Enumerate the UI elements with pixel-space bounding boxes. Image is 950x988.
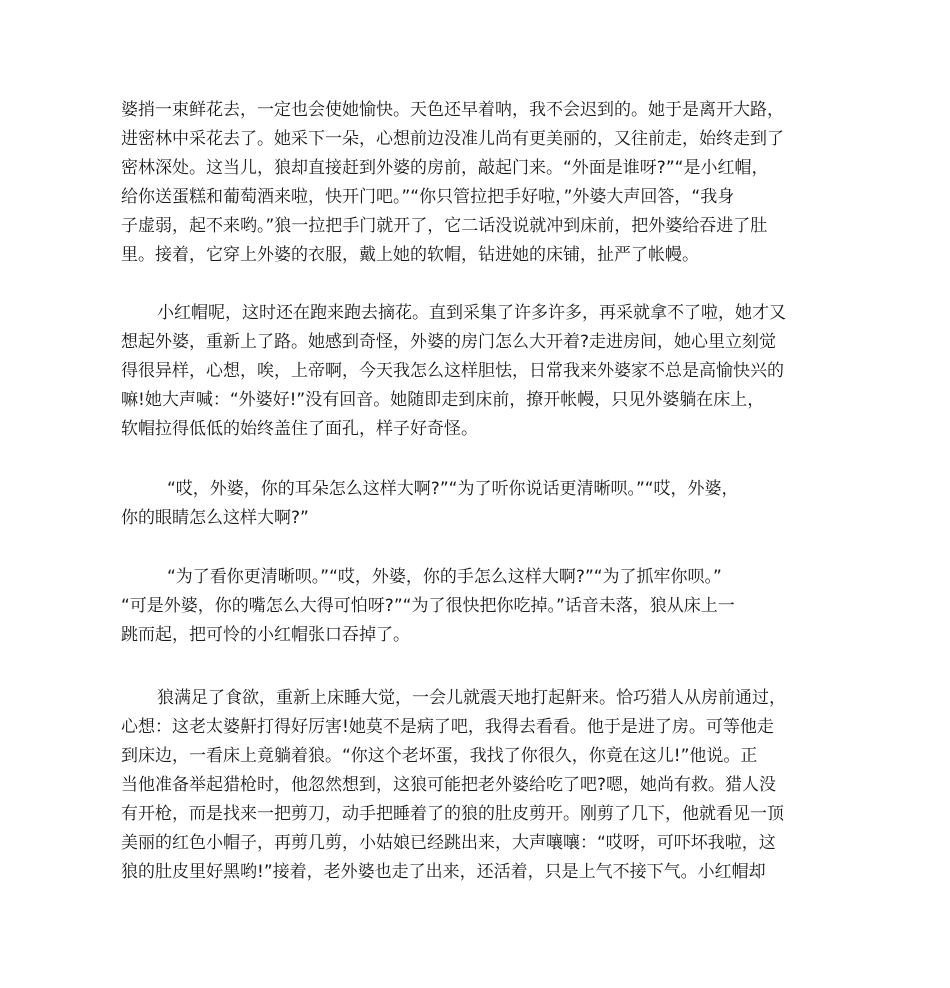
text-line: 软帽拉得低低的始终盖住了面孔，样子好奇怪。	[121, 419, 478, 439]
text-line: 子虚弱，起不来哟。”狼一拉把手门就开了，它二话没说就冲到床前，把外婆给吞进了肚	[121, 216, 768, 236]
paragraph-2	[121, 299, 833, 444]
paragraph-1	[121, 96, 833, 270]
text-line: 跳而起，把可怜的小红帽张口吞掉了。	[121, 625, 410, 645]
text-line: 心想：这老太婆鼾打得好厉害!她莫不是病了吧，我得去看看。他于是进了房。可等他走	[121, 717, 774, 737]
text-line: 婆捎一束鲜花去，一定也会使她愉快。天色还早着呐，我不会迟到的。她于是离开大路，	[121, 100, 784, 120]
text-line: 狼的肚皮里好黑哟!”接着，老外婆也走了出来，还活着，只是上气不接下气。小红帽却	[121, 862, 766, 882]
text-line: 想起外婆，重新上了路。她感到奇怪，外婆的房门怎么大开着?走进房间，她心里立刻觉	[121, 332, 777, 352]
text-line: 美丽的红色小帽子，再剪几剪，小姑娘已经跳出来，大声嚷嚷：“哎呀，可吓坏我啦，这	[121, 833, 776, 853]
text-line: 密林深处。这当儿，狼却直接赶到外婆的房前，敲起门来。“外面是谁呀?”“是小红帽，	[121, 158, 769, 178]
text-line: 当他准备举起猎枪时，他忽然想到，这狼可能把老外婆给吃了吧?嗯，她尚有救。猎人没	[121, 775, 777, 795]
text-line: 你的眼睛怎么这样大啊?”	[121, 508, 309, 528]
text-line: 给你送蛋糕和葡萄酒来啦，快开门吧。”“你只管拉把手好啦，”外婆大声回答，“我身	[121, 187, 735, 207]
paragraph-4	[121, 563, 833, 650]
text-line: 进密林中采花去了。她采下一朵，心想前边没准儿尚有更美丽的，又往前走，始终走到了	[121, 129, 784, 149]
paragraph-5	[121, 684, 833, 887]
text-line: 里。接着，它穿上外婆的衣服，戴上她的软帽，钻进她的床铺，扯严了帐幔。	[121, 245, 699, 265]
text-line: 嘛!她大声喊：“外婆好!”没有回音。她随即走到床前，撩开帐幔，只见外婆躺在床上，	[121, 390, 765, 410]
text-line: 得很异样，心想，唉，上帝啊，今天我怎么这样胆怯，日常我来外婆家不总是高愉快兴的	[121, 361, 784, 381]
text-line: 狼满足了食欲，重新上床睡大觉，一会儿就震天地打起鼾来。恰巧猎人从房前通过，	[157, 688, 786, 708]
text-line: 到床边，一看床上竟躺着狼。“你这个老坏蛋，我找了你很久，你竟在这儿!”他说。正	[121, 746, 758, 766]
text-line: 有开枪，而是找来一把剪刀，动手把睡着了的狼的肚皮剪开。刚剪了几下，他就看见一顶	[121, 804, 784, 824]
text-line: “哎，外婆，你的耳朵怎么这样大啊?”“为了听你说话更清晰呗。”“哎，外婆，	[167, 479, 739, 499]
paragraph-3	[121, 475, 833, 533]
text-line: 小红帽呢，这时还在跑来跑去摘花。直到采集了许多许多，再采就拿不了啦，她才又	[157, 303, 786, 323]
text-line: “可是外婆，你的嘴怎么大得可怕呀?”“为了很快把你吃掉。”话音未落，狼从床上一	[121, 596, 735, 616]
text-line: “为了看你更清晰呗。”“哎，外婆，你的手怎么这样大啊?”“为了抓牢你呗。”	[167, 567, 722, 587]
